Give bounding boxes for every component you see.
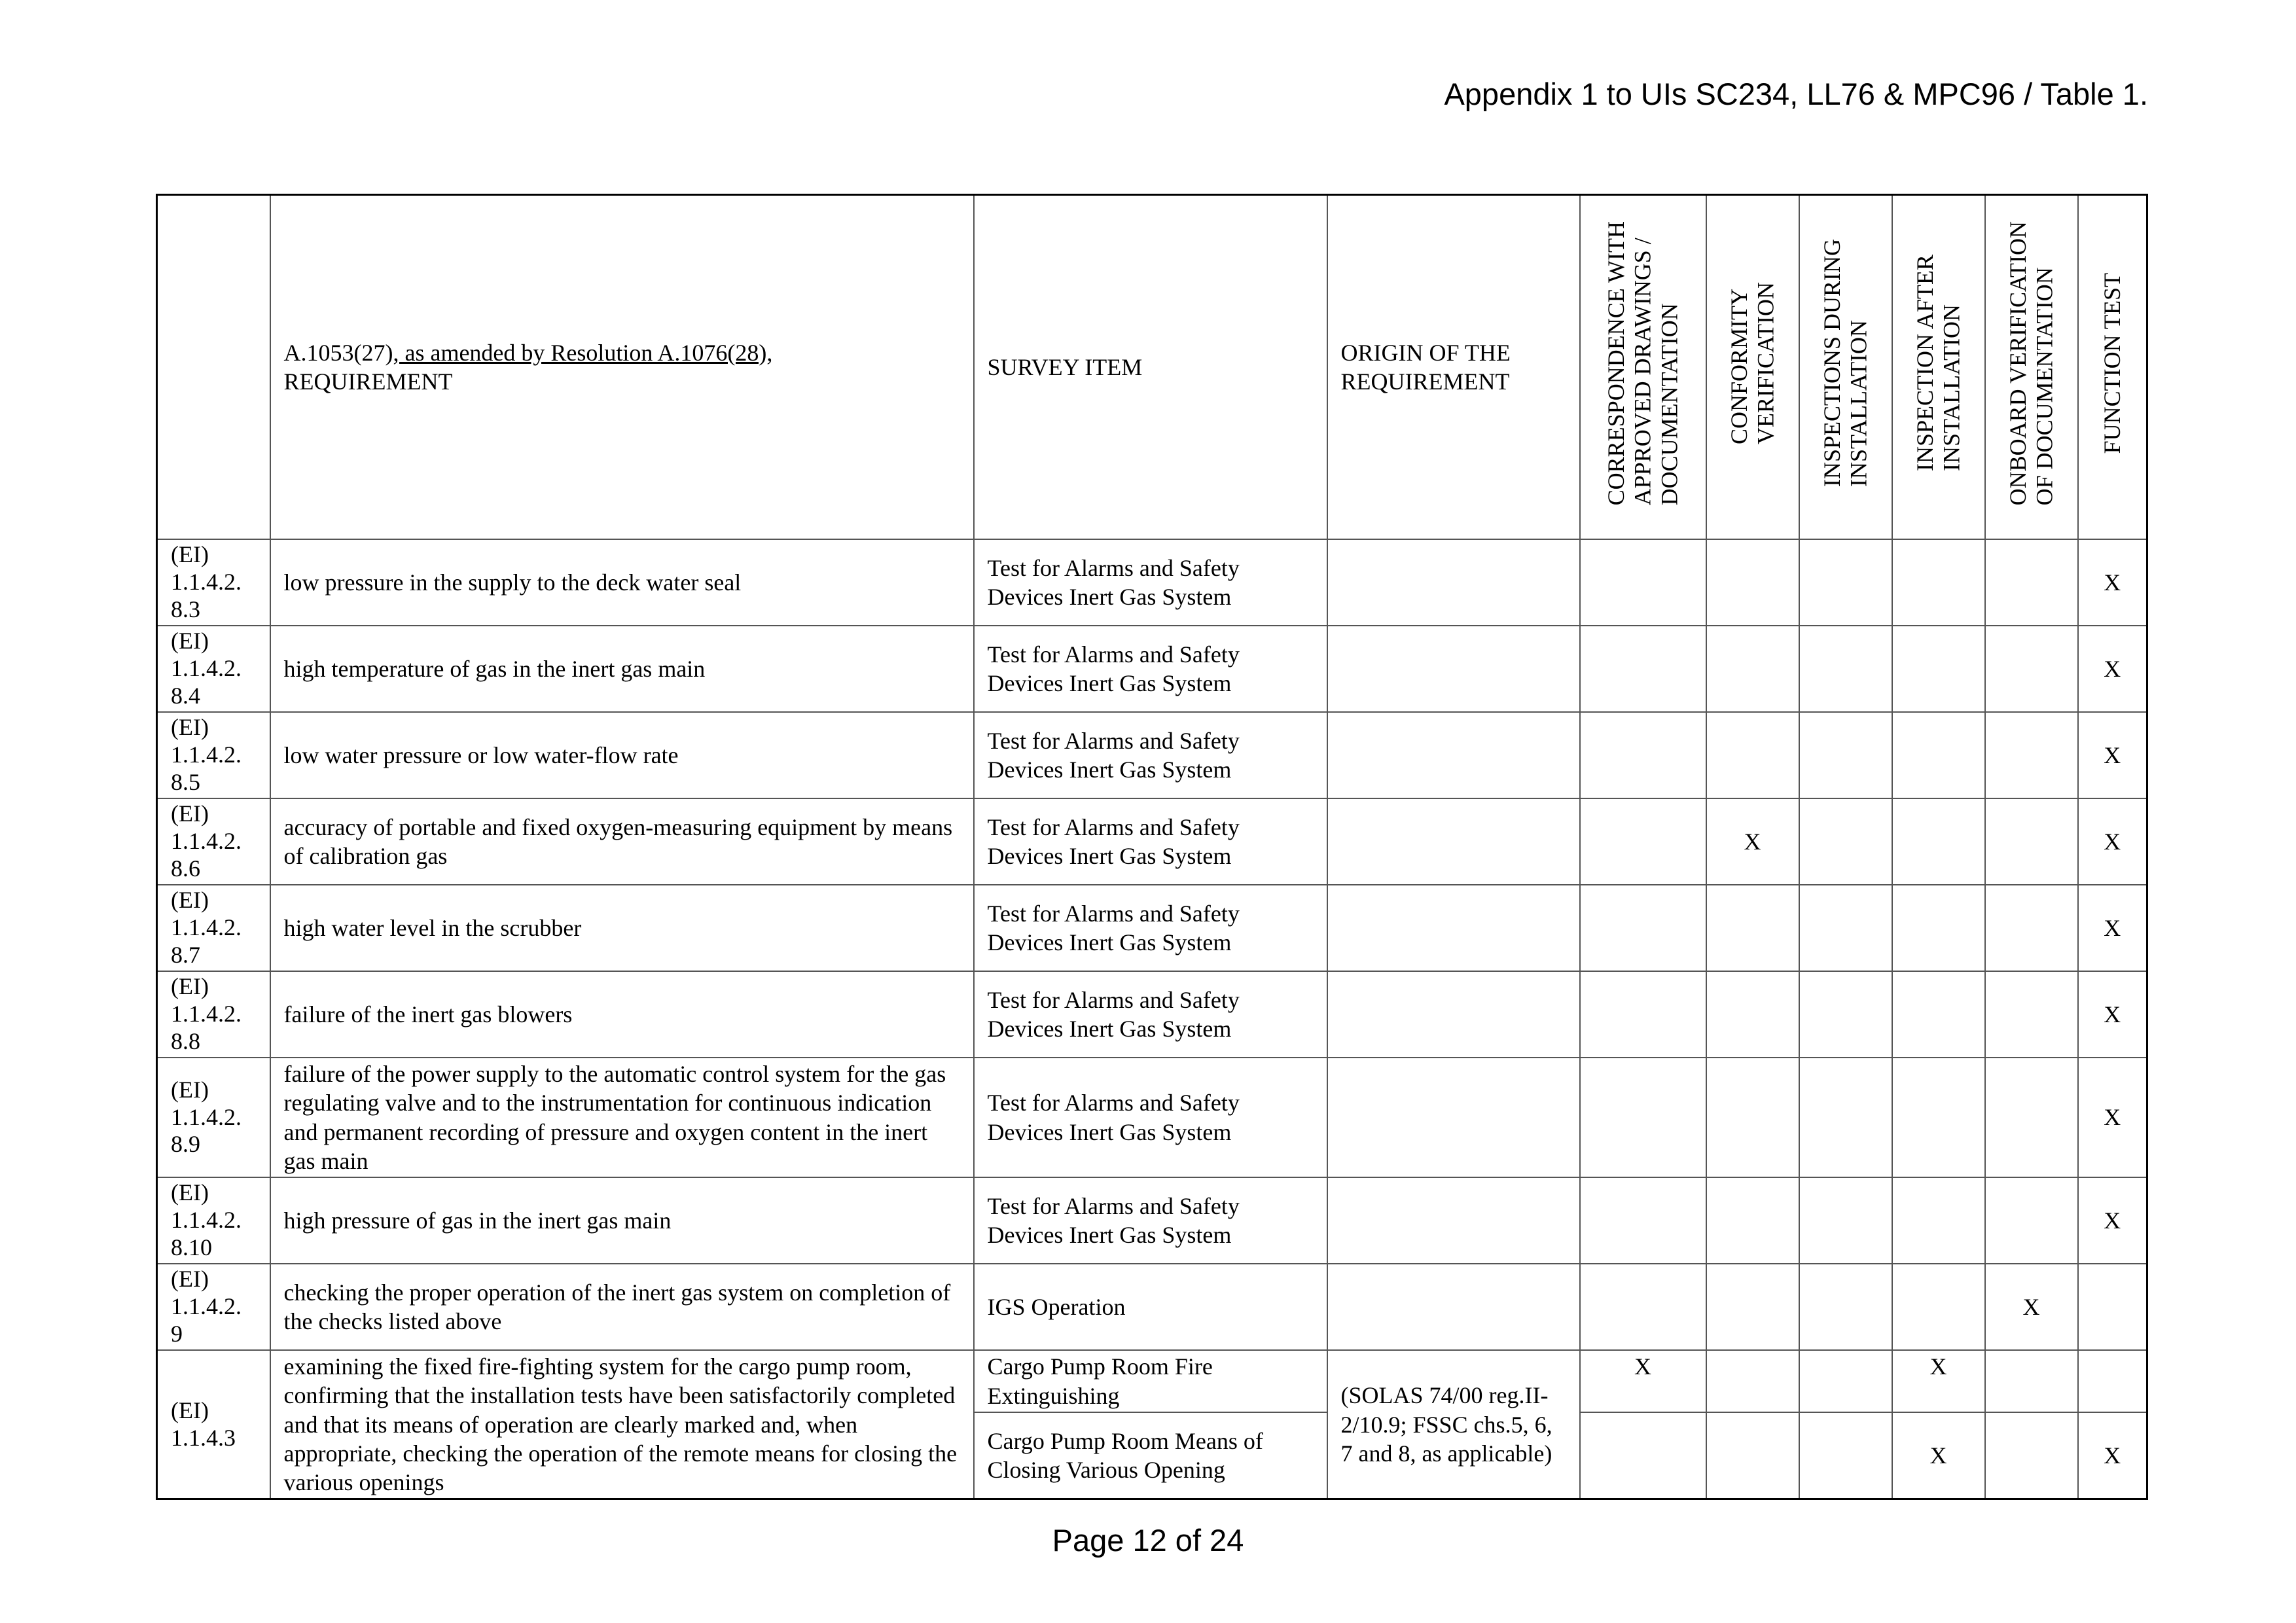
row-mark-m5 xyxy=(1985,712,2078,798)
row-mark-m1 xyxy=(1580,1264,1706,1350)
header-requirement-label: REQUIREMENT xyxy=(283,368,453,395)
row-mark-m5 xyxy=(1985,1058,2078,1177)
row-mark-m4 xyxy=(1892,626,1985,712)
row-mark-m6: X xyxy=(2078,1177,2147,1264)
row-mark-m4 xyxy=(1892,1177,1985,1264)
row-mark-m4: X xyxy=(1892,1350,1985,1412)
row-mark-m6: X xyxy=(2078,626,2147,712)
row-mark-m1 xyxy=(1580,971,1706,1058)
row-mark-m3 xyxy=(1799,626,1892,712)
row-mark-m1 xyxy=(1580,798,1706,885)
row-ref: (EI) 1.1.4.2. 8.4 xyxy=(157,626,270,712)
row-mark-m1 xyxy=(1580,1412,1706,1499)
row-ref: (EI) 1.1.4.2. 8.5 xyxy=(157,712,270,798)
row-mark-m1 xyxy=(1580,626,1706,712)
row-mark-m6 xyxy=(2078,1350,2147,1412)
row-mark-m1 xyxy=(1580,1058,1706,1177)
row-ref: (EI) 1.1.4.2. 8.10 xyxy=(157,1177,270,1264)
row-mark-m6: X xyxy=(2078,1058,2147,1177)
row-mark-m4 xyxy=(1892,971,1985,1058)
row-requirement: accuracy of portable and fixed oxygen-measuring equipment by means of calibration gas xyxy=(270,798,974,885)
row-mark-m5 xyxy=(1985,1350,2078,1412)
row-origin xyxy=(1327,1177,1580,1264)
row-mark-m5 xyxy=(1985,626,2078,712)
row-mark-m4 xyxy=(1892,539,1985,626)
header-inspections-during xyxy=(1799,195,1892,540)
table-row xyxy=(157,1058,2147,1177)
row-origin xyxy=(1327,1058,1580,1177)
header-requirement-a: A.1053(27) xyxy=(283,339,393,366)
row-mark-m3 xyxy=(1799,1264,1892,1350)
table-row xyxy=(157,1264,2147,1350)
header-requirement-amendment: , as amended by Resolution A.1076(28), xyxy=(393,339,773,366)
row-mark-m3 xyxy=(1799,1412,1892,1499)
header-origin: ORIGIN OF THE REQUIREMENT xyxy=(1327,195,1580,540)
header-function-test xyxy=(2078,195,2147,540)
table-row xyxy=(157,885,2147,971)
row-mark-m4 xyxy=(1892,1058,1985,1177)
table-row xyxy=(157,971,2147,1058)
table-row xyxy=(157,1177,2147,1264)
row-origin: (SOLAS 74/00 reg.II-2/10.9; FSSC chs.5, 6, 7 and 8, as applicable) xyxy=(1327,1350,1580,1499)
survey-table xyxy=(156,194,2148,1500)
row-mark-m5 xyxy=(1985,1177,2078,1264)
row-mark-m2 xyxy=(1706,1350,1799,1412)
row-mark-m3 xyxy=(1799,1177,1892,1264)
row-mark-m3 xyxy=(1799,712,1892,798)
header-requirement xyxy=(270,195,974,540)
row-mark-m6: X xyxy=(2078,885,2147,971)
row-requirement: checking the proper operation of the inert gas system on completion of the checks listed above xyxy=(270,1264,974,1350)
row-mark-m3 xyxy=(1799,539,1892,626)
header-correspondence-text: CORRESPONDENCE WITH APPROVED DRAWINGS / DOCUMENTATION xyxy=(1602,221,1683,506)
row-origin xyxy=(1327,626,1580,712)
row-mark-m4: X xyxy=(1892,1412,1985,1499)
row-mark-m6: X xyxy=(2078,798,2147,885)
page-footer: Page 12 of 24 xyxy=(1052,1523,1244,1558)
row-ref: (EI) 1.1.4.2. 8.7 xyxy=(157,885,270,971)
header-function-test-text: FUNCTION TEST xyxy=(2098,272,2125,454)
row-origin xyxy=(1327,971,1580,1058)
row-mark-m3 xyxy=(1799,1058,1892,1177)
row-origin xyxy=(1327,885,1580,971)
row-mark-m5 xyxy=(1985,798,2078,885)
row-mark-m5: X xyxy=(1985,1264,2078,1350)
row-requirement: examining the fixed fire-fighting system for the cargo pump room, confirming that the installation tests have been satisfactorily completed and that its means of operation are clearly marked and, when appropriate, checking the operation of the remote means for closing the various openings xyxy=(270,1350,974,1499)
row-mark-m6 xyxy=(2078,1264,2147,1350)
row-survey-item: Test for Alarms and Safety Devices Inert Gas System xyxy=(974,885,1327,971)
row-survey-item: Test for Alarms and Safety Devices Inert Gas System xyxy=(974,712,1327,798)
row-survey-item: Cargo Pump Room Fire Extinguishing xyxy=(974,1350,1327,1412)
row-mark-m1 xyxy=(1580,539,1706,626)
row-mark-m1 xyxy=(1580,885,1706,971)
row-mark-m2 xyxy=(1706,971,1799,1058)
table-row xyxy=(157,798,2147,885)
row-origin xyxy=(1327,1264,1580,1350)
row-mark-m5 xyxy=(1985,1412,2078,1499)
row-mark-m5 xyxy=(1985,885,2078,971)
row-ref: (EI) 1.1.4.2. 8.9 xyxy=(157,1058,270,1177)
row-survey-item: Test for Alarms and Safety Devices Inert Gas System xyxy=(974,539,1327,626)
header-ref xyxy=(157,195,270,540)
row-mark-m2 xyxy=(1706,1264,1799,1350)
row-mark-m5 xyxy=(1985,539,2078,626)
row-survey-item: IGS Operation xyxy=(974,1264,1327,1350)
header-correspondence xyxy=(1580,195,1706,540)
row-requirement: failure of the power supply to the automatic control system for the gas regulating valve and to the instrumentation for continuous indication and permanent recording of pressure and oxygen content in the inert gas main xyxy=(270,1058,974,1177)
row-mark-m2 xyxy=(1706,1412,1799,1499)
row-mark-m4 xyxy=(1892,798,1985,885)
row-survey-item: Test for Alarms and Safety Devices Inert Gas System xyxy=(974,1177,1327,1264)
row-mark-m3 xyxy=(1799,1350,1892,1412)
row-ref: (EI) 1.1.4.2. 9 xyxy=(157,1264,270,1350)
row-origin xyxy=(1327,539,1580,626)
row-mark-m1: X xyxy=(1580,1350,1706,1412)
row-mark-m2 xyxy=(1706,885,1799,971)
row-requirement: low water pressure or low water-flow rate xyxy=(270,712,974,798)
row-mark-m2 xyxy=(1706,1058,1799,1177)
row-mark-m3 xyxy=(1799,885,1892,971)
row-mark-m6: X xyxy=(2078,971,2147,1058)
row-mark-m3 xyxy=(1799,971,1892,1058)
row-origin xyxy=(1327,798,1580,885)
row-requirement: failure of the inert gas blowers xyxy=(270,971,974,1058)
header-conformity xyxy=(1706,195,1799,540)
row-mark-m1 xyxy=(1580,712,1706,798)
row-survey-item: Test for Alarms and Safety Devices Inert Gas System xyxy=(974,626,1327,712)
page-header: Appendix 1 to UIs SC234, LL76 & MPC96 / Table 1. xyxy=(1444,77,2148,111)
header-onboard xyxy=(1985,195,2078,540)
table-row xyxy=(157,539,2147,626)
row-ref: (EI) 1.1.4.2. 8.8 xyxy=(157,971,270,1058)
row-mark-m6: X xyxy=(2078,539,2147,626)
row-mark-m2 xyxy=(1706,1177,1799,1264)
row-mark-m1 xyxy=(1580,1177,1706,1264)
header-inspection-after xyxy=(1892,195,1985,540)
table-row xyxy=(157,1350,2147,1412)
row-survey-item: Cargo Pump Room Means of Closing Various Opening xyxy=(974,1412,1327,1499)
header-onboard-text: ONBOARD VERIFICATION OF DOCUMENTATION xyxy=(2004,221,2058,506)
header-survey-item: SURVEY ITEM xyxy=(974,195,1327,540)
row-mark-m4 xyxy=(1892,885,1985,971)
row-requirement: high temperature of gas in the inert gas main xyxy=(270,626,974,712)
row-mark-m6: X xyxy=(2078,712,2147,798)
header-conformity-text: CONFORMITY VERIFICATION xyxy=(1725,282,1779,444)
row-mark-m4 xyxy=(1892,712,1985,798)
row-requirement: high water level in the scrubber xyxy=(270,885,974,971)
row-mark-m5 xyxy=(1985,971,2078,1058)
row-mark-m6: X xyxy=(2078,1412,2147,1499)
row-ref: (EI) 1.1.4.2. 8.3 xyxy=(157,539,270,626)
row-mark-m2: X xyxy=(1706,798,1799,885)
row-survey-item: Test for Alarms and Safety Devices Inert Gas System xyxy=(974,1058,1327,1177)
row-mark-m3 xyxy=(1799,798,1892,885)
row-mark-m2 xyxy=(1706,626,1799,712)
header-inspections-during-text: INSPECTIONS DURING INSTALLATION xyxy=(1818,239,1872,488)
row-ref: (EI) 1.1.4.2. 8.6 xyxy=(157,798,270,885)
header-inspection-after-text: INSPECTION AFTER INSTALLATION xyxy=(1911,255,1965,472)
table-row xyxy=(157,712,2147,798)
row-mark-m2 xyxy=(1706,539,1799,626)
row-mark-m4 xyxy=(1892,1264,1985,1350)
header-row xyxy=(157,195,2147,540)
row-survey-item: Test for Alarms and Safety Devices Inert Gas System xyxy=(974,971,1327,1058)
row-requirement: high pressure of gas in the inert gas main xyxy=(270,1177,974,1264)
row-mark-m2 xyxy=(1706,712,1799,798)
row-survey-item: Test for Alarms and Safety Devices Inert Gas System xyxy=(974,798,1327,885)
row-requirement: low pressure in the supply to the deck water seal xyxy=(270,539,974,626)
row-origin xyxy=(1327,712,1580,798)
row-ref: (EI) 1.1.4.3 xyxy=(157,1350,270,1499)
table-row xyxy=(157,626,2147,712)
